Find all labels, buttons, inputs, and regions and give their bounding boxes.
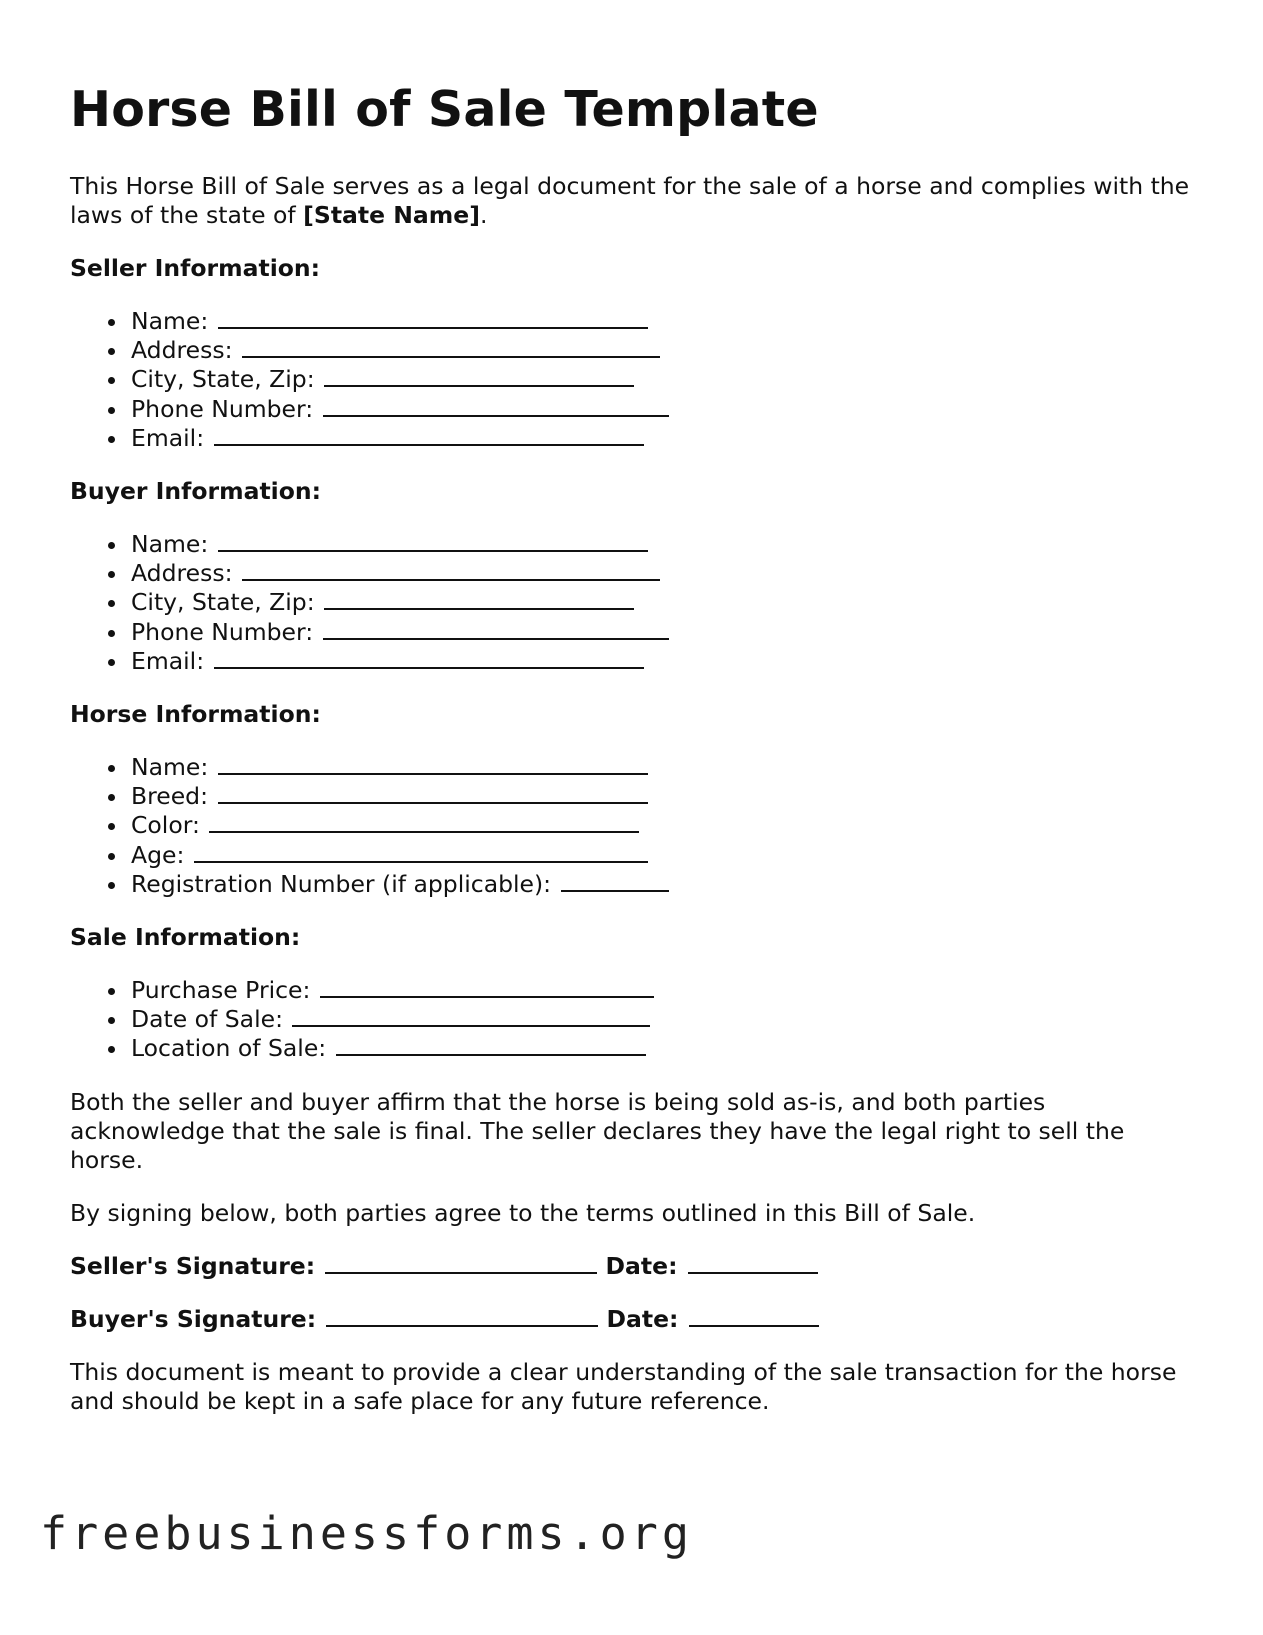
document-page [70,80,1190,1440]
horse-name-label: Name: [131,753,209,782]
sale-date-field [131,1005,1190,1034]
buyer-name-field [131,530,1190,559]
seller-phone-blank[interactable] [323,395,669,417]
buyer-name-label: Name: [131,530,209,559]
seller-signature-label: Seller's Signature: [70,1251,316,1280]
seller-fields [70,307,1190,453]
seller-address-blank[interactable] [242,336,660,358]
buyer-phone-label: Phone Number: [131,617,314,646]
sale-price-label: Purchase Price: [131,976,311,1005]
horse-registration-label: Registration Number (if applicable): [131,869,552,898]
intro-paragraph [70,172,1190,230]
sale-heading: Sale Information: [70,923,301,952]
horse-registration-field [131,870,1190,899]
buyer-address-blank[interactable] [242,559,660,581]
buyer-date-label: Date: [606,1304,679,1333]
watermark: freebusinessforms.org [40,1507,693,1560]
buyer-address-label: Address: [131,559,233,588]
seller-city-label: City, State, Zip: [131,365,315,394]
horse-color-field [131,811,1190,840]
buyer-email-field [131,647,1190,676]
seller-heading: Seller Information: [70,254,321,282]
horse-breed-blank[interactable] [218,782,648,804]
sale-price-blank[interactable] [320,976,654,998]
horse-name-field [131,753,1190,782]
seller-city-blank[interactable] [324,365,634,387]
sale-fields [70,976,1190,1064]
horse-registration-blank[interactable] [561,870,669,892]
buyer-address-field [131,559,1190,588]
seller-signature-line [70,1252,1190,1281]
sale-location-field [131,1034,1190,1063]
seller-address-field [131,336,1190,365]
horse-fields [70,753,1190,899]
horse-age-field [131,841,1190,870]
buyer-city-field [131,588,1190,617]
buyer-city-blank[interactable] [324,588,634,610]
closing-paragraph: This document is meant to provide a clear understanding of the sale transaction for the horse and should be kept in a safe place for any future reference. [70,1357,1177,1415]
affirmation-paragraph: Both the seller and buyer affirm that the horse is being sold as-is, and both parties acknowledge that the sale is final. The seller declares they have the legal right to sell the horse. [70,1087,1125,1174]
seller-name-blank[interactable] [218,307,648,329]
seller-date-blank[interactable] [688,1252,818,1274]
horse-breed-label: Breed: [131,782,209,811]
seller-email-label: Email: [131,423,205,452]
state-name-placeholder: [State Name] [303,201,480,229]
buyer-email-blank[interactable] [214,647,644,669]
buyer-name-blank[interactable] [218,530,648,552]
seller-city-field [131,365,1190,394]
buyer-email-label: Email: [131,646,205,675]
horse-name-blank[interactable] [218,753,648,775]
seller-address-label: Address: [131,336,233,365]
horse-age-blank[interactable] [194,841,648,863]
intro-text: This Horse Bill of Sale serves as a legal document for the sale of a horse and complies with the laws of the state of [70,172,1190,229]
seller-name-field [131,307,1190,336]
document-title: Horse Bill of Sale Template [70,81,819,138]
horse-breed-field [131,782,1190,811]
intro-end: . [479,201,488,229]
agreement-paragraph: By signing below, both parties agree to the terms outlined in this Bill of Sale. [70,1198,976,1227]
sale-location-blank[interactable] [336,1034,646,1056]
buyer-signature-line [70,1305,1190,1334]
buyer-city-label: City, State, Zip: [131,588,315,617]
buyer-fields [70,530,1190,676]
seller-phone-label: Phone Number: [131,394,314,423]
horse-age-label: Age: [131,840,185,869]
buyer-signature-blank[interactable] [326,1305,598,1327]
sale-location-label: Location of Sale: [131,1034,327,1063]
buyer-date-blank[interactable] [689,1305,819,1327]
horse-heading: Horse Information: [70,700,321,729]
seller-date-label: Date: [605,1251,678,1280]
seller-phone-field [131,395,1190,424]
seller-name-label: Name: [131,307,209,335]
buyer-heading: Buyer Information: [70,477,322,506]
seller-signature-blank[interactable] [325,1252,597,1274]
horse-color-label: Color: [131,811,200,840]
buyer-phone-field [131,618,1190,647]
seller-email-field [131,424,1190,453]
sale-date-blank[interactable] [292,1005,650,1027]
horse-color-blank[interactable] [209,811,639,833]
buyer-signature-label: Buyer's Signature: [70,1304,317,1333]
sale-date-label: Date of Sale: [131,1005,283,1034]
seller-email-blank[interactable] [214,424,644,446]
sale-price-field [131,976,1190,1005]
buyer-phone-blank[interactable] [323,618,669,640]
